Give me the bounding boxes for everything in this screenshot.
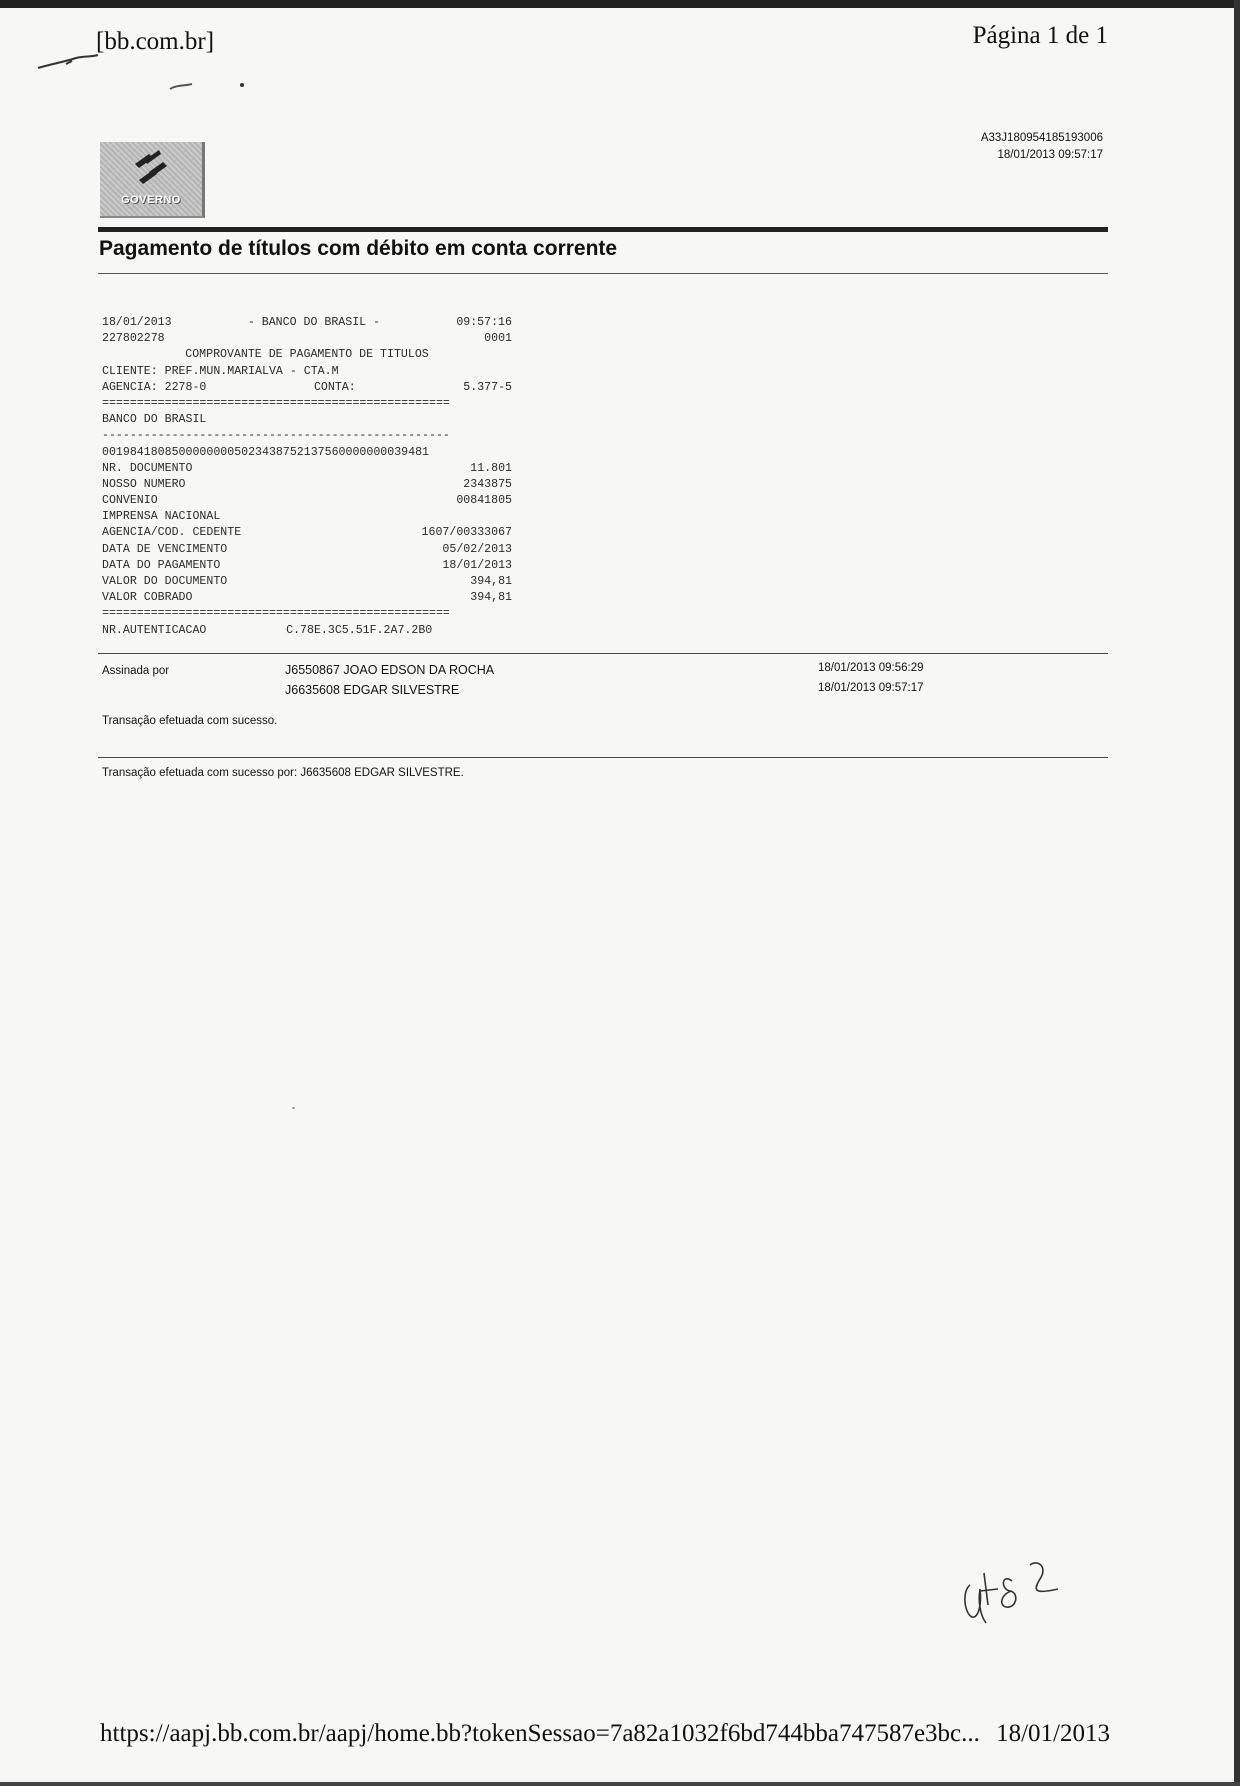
field-value: 394,81 bbox=[470, 591, 512, 605]
scan-speck bbox=[292, 1107, 295, 1109]
receipt-separator-double: ================================================== bbox=[102, 607, 450, 621]
transaction-id: A33J180954185193006 bbox=[980, 132, 1103, 144]
scan-border-top bbox=[0, 0, 1240, 8]
receipt-bank-name: BANCO DO BRASIL bbox=[102, 413, 207, 427]
receipt-field-row bbox=[102, 590, 512, 606]
print-footer bbox=[100, 1720, 1110, 1748]
receipt-field-row bbox=[102, 542, 512, 558]
receipt-bank-name-row bbox=[102, 412, 512, 428]
logo-caption: GOVERNO bbox=[121, 194, 181, 206]
bb-logo-icon bbox=[131, 150, 171, 190]
field-label: DATA DE VENCIMENTO bbox=[102, 542, 228, 556]
field-label: NR. DOCUMENTO bbox=[102, 461, 193, 475]
header-divider bbox=[98, 227, 1108, 232]
transaction-status-by: Transação efetuada com sucesso por: J6635608 EDGAR SILVESTRE. bbox=[102, 767, 464, 779]
signer-time: 18/01/2013 09:56:29 bbox=[818, 662, 924, 674]
signer-time: 18/01/2013 09:57:17 bbox=[818, 682, 924, 694]
receipt-account-value: 5.377-5 bbox=[463, 380, 512, 394]
title-divider bbox=[98, 273, 1108, 274]
receipt-header-row bbox=[102, 315, 512, 331]
scan-speck bbox=[240, 83, 244, 87]
field-label: NOSSO NUMERO bbox=[102, 477, 186, 491]
auth-label: NR.AUTENTICACAO bbox=[102, 623, 207, 637]
site-domain: [bb.com.br] bbox=[96, 28, 215, 55]
receipt-separator-double: ================================================== bbox=[102, 396, 450, 410]
field-label: DATA DO PAGAMENTO bbox=[102, 558, 221, 572]
receipt-terminal-row bbox=[102, 331, 512, 347]
receipt-field-row bbox=[102, 477, 512, 493]
receipt-doc-title: COMPROVANTE DE PAGAMENTO DE TITULOS bbox=[185, 348, 429, 362]
field-value: 394,81 bbox=[470, 575, 512, 588]
signer-name: J6550867 JOAO EDSON DA ROCHA bbox=[285, 663, 495, 677]
handwritten-page-mark bbox=[958, 1545, 1088, 1635]
field-label: VALOR COBRADO bbox=[102, 591, 193, 605]
scan-border-bottom bbox=[0, 1782, 1240, 1786]
field-label: CONVENIO bbox=[102, 494, 158, 508]
field-value: 2343875 bbox=[463, 477, 512, 491]
field-label: IMPRENSA NACIONAL bbox=[102, 510, 221, 524]
field-value: 00841805 bbox=[456, 494, 512, 508]
receipt-field-row bbox=[102, 558, 512, 574]
receipt-client-row bbox=[102, 364, 512, 380]
transaction-meta bbox=[981, 130, 1103, 164]
receipt-field-row bbox=[102, 525, 512, 541]
receipt-client: CLIENTE: PREF.MUN.MARIALVA - CTA.M bbox=[102, 364, 339, 378]
receipt-separator-single: -------------------------------------------------- bbox=[102, 429, 450, 443]
field-value: 18/01/2013 bbox=[442, 558, 512, 572]
page-title: Pagamento de títulos com débito em conta corrente bbox=[99, 237, 618, 260]
transaction-status: Transação efetuada com sucesso. bbox=[102, 715, 278, 727]
receipt-agency: AGENCIA: 2278-0 bbox=[102, 380, 207, 394]
field-label: VALOR DO DOCUMENTO bbox=[102, 575, 228, 588]
receipt-field-row bbox=[102, 574, 512, 590]
receipt-bank-header: - BANCO DO BRASIL - bbox=[247, 316, 381, 329]
scan-border-right bbox=[1234, 0, 1240, 1786]
receipt-date: 18/01/2013 bbox=[102, 316, 172, 329]
footer-url: https://aapj.bb.com.br/aapj/home.bb?tokenSessao=7a82a1032f6bd744bba747587e3bc... bbox=[100, 1720, 980, 1747]
receipt-field-row bbox=[102, 493, 512, 509]
field-value: 11.801 bbox=[470, 461, 512, 475]
receipt-field-row bbox=[102, 461, 512, 477]
pen-scribble-mark-small bbox=[168, 82, 194, 92]
receipt-barcode-number: 00198418085000000005023438752137560000000039481 bbox=[102, 445, 429, 459]
signed-by-label: Assinada por bbox=[102, 665, 170, 677]
status-divider bbox=[98, 757, 1108, 758]
signature-divider bbox=[98, 653, 1108, 654]
receipt-terminal: 227802278 bbox=[102, 332, 165, 346]
receipt-account-label: CONTA: bbox=[313, 380, 356, 394]
field-value: 05/02/2013 bbox=[442, 542, 512, 556]
page-indicator: Página 1 de 1 bbox=[972, 22, 1108, 49]
receipt-field-row bbox=[102, 509, 512, 525]
transaction-datetime: 18/01/2013 09:57:17 bbox=[997, 149, 1103, 161]
bank-logo bbox=[100, 142, 205, 218]
signer-times bbox=[818, 658, 924, 698]
receipt-account-row bbox=[102, 380, 512, 396]
signer-name: J6635608 EDGAR SILVESTRE bbox=[285, 683, 460, 697]
field-value: 1607/00333067 bbox=[421, 526, 512, 540]
receipt-doc-title-row bbox=[102, 347, 512, 363]
auth-code: C.78E.3C5.51F.2A7.2B0 bbox=[286, 623, 433, 637]
receipt-time: 09:57:16 bbox=[456, 316, 512, 329]
receipt-auth-row bbox=[102, 623, 512, 639]
field-label: AGENCIA/COD. CEDENTE bbox=[102, 526, 242, 540]
receipt-barcode-row bbox=[102, 445, 512, 461]
signer-list bbox=[285, 660, 494, 700]
receipt-seq: 0001 bbox=[484, 332, 512, 346]
footer-date: 18/01/2013 bbox=[996, 1720, 1110, 1747]
payment-receipt bbox=[102, 315, 512, 639]
